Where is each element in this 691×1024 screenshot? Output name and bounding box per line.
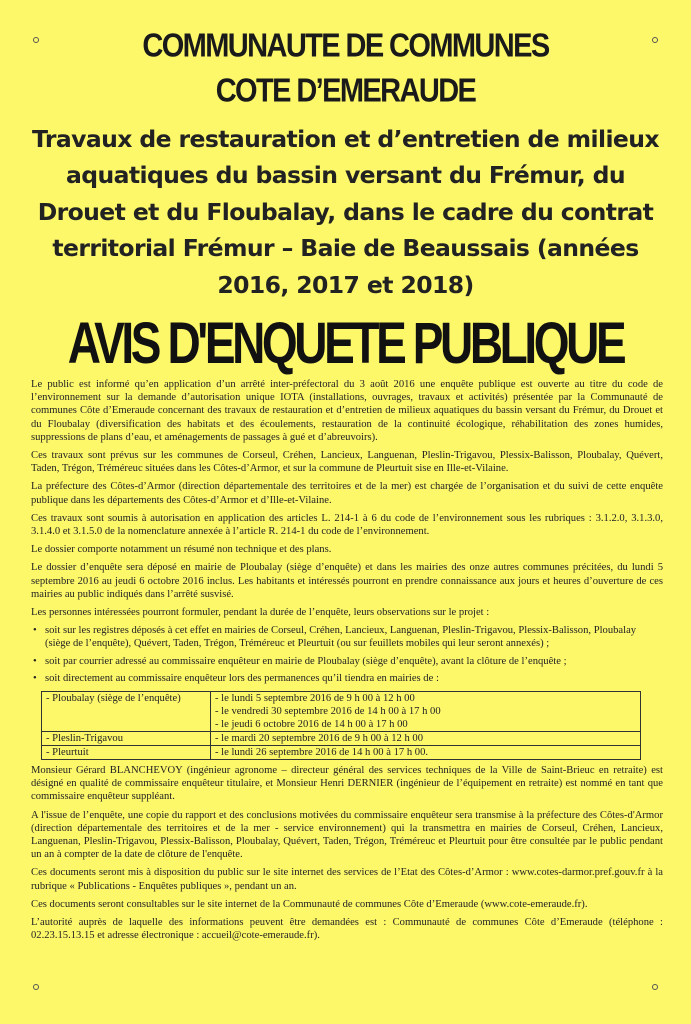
- project-subject: Travaux de restauration et d’entretien de milieux aquatiques du bassin versant du Frémur, du Drouet et du Floubalay, dans le cadre du contrat territorial Frémur – Baie de Beaussais (années 2016, 2017 et 2018): [32, 125, 659, 299]
- list-item: • soit sur les registres déposés à cet effet en mairies de Corseul, Créhen, Lancieux, Languenan, Pleslin-Trigavou, Plessix-Balisson, Ploubalay (siège de l’enquête), Quévert, Taden, Trégon, Tréméreuc et Pleurtuit (ou sur feuillets mobiles qui leur seront annexés) ;: [45, 624, 663, 650]
- paragraph-communes: Ces travaux sont prévus sur les communes de Corseul, Créhen, Lancieux, Languenan, Pleslin-Trigavou, Plessix-Balisson, Ploubalay, Quévert, Taden, Trégon, Tréméreuc situées dans les Côtes-d’Armor, et sur la commune de Pleurtuit sise en Ille-et-Vilaine.: [31, 450, 663, 475]
- paragraph-state-website: Ces documents seront mis à disposition du public sur le site internet des services de l’Etat des Côtes-d’Armor : www.cotes-darmor.pref.gouv.fr à la rubrique « Publications - Enquêtes publiques », pendant un an.: [31, 867, 663, 892]
- paragraph-observations: Les personnes intéressées pourront formuler, pendant la durée de l’enquête, leurs observations sur le projet :: [31, 607, 490, 619]
- paragraph-report: A l'issue de l’enquête, une copie du rapport et des conclusions motivées du commissaire enquêteur sera transmise à la préfecture des Côtes-d'Armor (direction départementale des territoires et de la mer - service environnement) qui la transmettra en mairies de Corseul, Créhen, Lancieux, Languenan, Pleslin-Trigavou, Plessix-Balisson, Ploubalay, Quévert, Taden, Trégon, Tréméreuc et Pleurtuit pour être consultée par le public pendant un an à compter de la date de clôture de l'enquête.: [31, 809, 663, 861]
- table-row: [42, 732, 641, 746]
- notice-title: AVIS D'ENQUETE PUBLIQUE: [67, 309, 624, 376]
- permanence-dates: [211, 732, 641, 746]
- permanences-table: [41, 691, 641, 760]
- org-name-line1: COMMUNAUTE DE COMMUNES: [142, 27, 549, 65]
- permanence-place: - Pleurtuit: [42, 746, 211, 760]
- paragraph-cc-website: Ces documents seront consultables sur le site internet de la Communauté de communes Côte d’Emeraude (www.cote-emeraude.fr).: [31, 898, 588, 910]
- list-item: • soit par courrier adressé au commissaire enquêteur en mairie de Ploubalay (siège d’enquête), avant la clôture de l’enquête ;: [45, 655, 663, 668]
- list-item: • soit directement au commissaire enquêteur lors des permanences qu’il tiendra en mairies de :: [45, 672, 663, 685]
- table-row: [42, 746, 641, 760]
- permanence-date: - le lundi 5 septembre 2016 de 9 h 00 à 12 h 00: [215, 693, 415, 705]
- permanence-date: - le jeudi 6 octobre 2016 de 14 h 00 à 17 h 00: [215, 719, 408, 731]
- paragraph-intro: Le public est informé qu’en application d’un arrêté inter-préfectoral du 3 août 2016 une enquête publique est ouverte au titre du code de l’environnement sur la demande d’autorisation unique IOTA (installations, ouvrages, travaux et activités) présentée par la Communauté de communes Côte d’Emeraude concernant des travaux de restauration et d’entretien de milieux aquatiques du bassin versant du Frémur, du Drouet et du Floubalay (diversification des habitats et des écoulements, restauration de la continuité écologique, réhabilitation des zones humides, suppressions de plans d’eau, et aménagements de passages à gué et d’abreuvoirs).: [31, 379, 663, 443]
- permanence-dates: [211, 692, 641, 732]
- permanence-date: - le vendredi 30 septembre 2016 de 14 h 00 à 17 h 00: [215, 706, 441, 718]
- permanence-dates: [211, 746, 641, 760]
- permanence-date: - le mardi 20 septembre 2016 de 9 h 00 à 12 h 00: [215, 733, 424, 745]
- org-name-line2: COTE D’EMERAUDE: [215, 72, 476, 110]
- punch-hole-bottom-right: [652, 984, 658, 990]
- paragraph-prefecture: La préfecture des Côtes-d’Armor (direction départementale des territoires et de la mer) est chargée de l’organisation et du suivi de cette enquête publique dans les départements des Côtes-d’Armor et d’Ille-et-Vilaine.: [31, 481, 663, 506]
- permanence-place: - Ploubalay (siège de l’enquête): [42, 692, 211, 732]
- paragraph-consultation: Le dossier d’enquête sera déposé en mairie de Ploubalay (siège d’enquête) et dans les mairies des onze autres communes précitées, du lundi 5 septembre 2016 au jeudi 6 octobre 2016 inclus. Les habitants et intéressés pourront en prendre connaissance aux jours et heures d’ouverture de ces mairies au public indiqués dans l’arrêté susvisé.: [31, 562, 663, 600]
- punch-hole-bottom-left: [33, 984, 39, 990]
- notice-body: [31, 378, 663, 948]
- paragraph-contact: L’autorité auprès de laquelle des informations peuvent être demandées est : Communauté de communes Côte d’Emeraude (téléphone : 02.23.15.13.15 et adresse électronique : accueil@cote-emeraude.fr).: [31, 917, 663, 942]
- paragraph-dossier: Le dossier comporte notamment un résumé non technique et des plans.: [31, 544, 332, 556]
- permanence-date: - le lundi 26 septembre 2016 de 14 h 00 à 17 h 00.: [215, 747, 429, 759]
- permanence-place: - Pleslin-Trigavou: [42, 732, 211, 746]
- paragraph-rubriques: Ces travaux sont soumis à autorisation en application des articles L. 214-1 à 6 du code de l’environnement sous les rubriques : 3.1.2.0, 3.1.3.0, 3.1.4.0 et 3.1.5.0 de la nomenclature annexée à l’article R. 214-1 du code de l’environnement.: [31, 512, 663, 538]
- table-row: [42, 692, 641, 732]
- observation-methods-list: [31, 624, 663, 685]
- paragraph-commissioner: Monsieur Gérard BLANCHEVOY (ingénieur agronome – directeur général des services techniques de la Ville de Saint-Brieuc en retraite) est désigné en qualité de commissaire enquêteur titulaire, et Monsieur Henri DERNIER (ingénieur de l’équipement en retraite) est nommé en tant que commissaire enquêteur suppléant.: [31, 765, 663, 803]
